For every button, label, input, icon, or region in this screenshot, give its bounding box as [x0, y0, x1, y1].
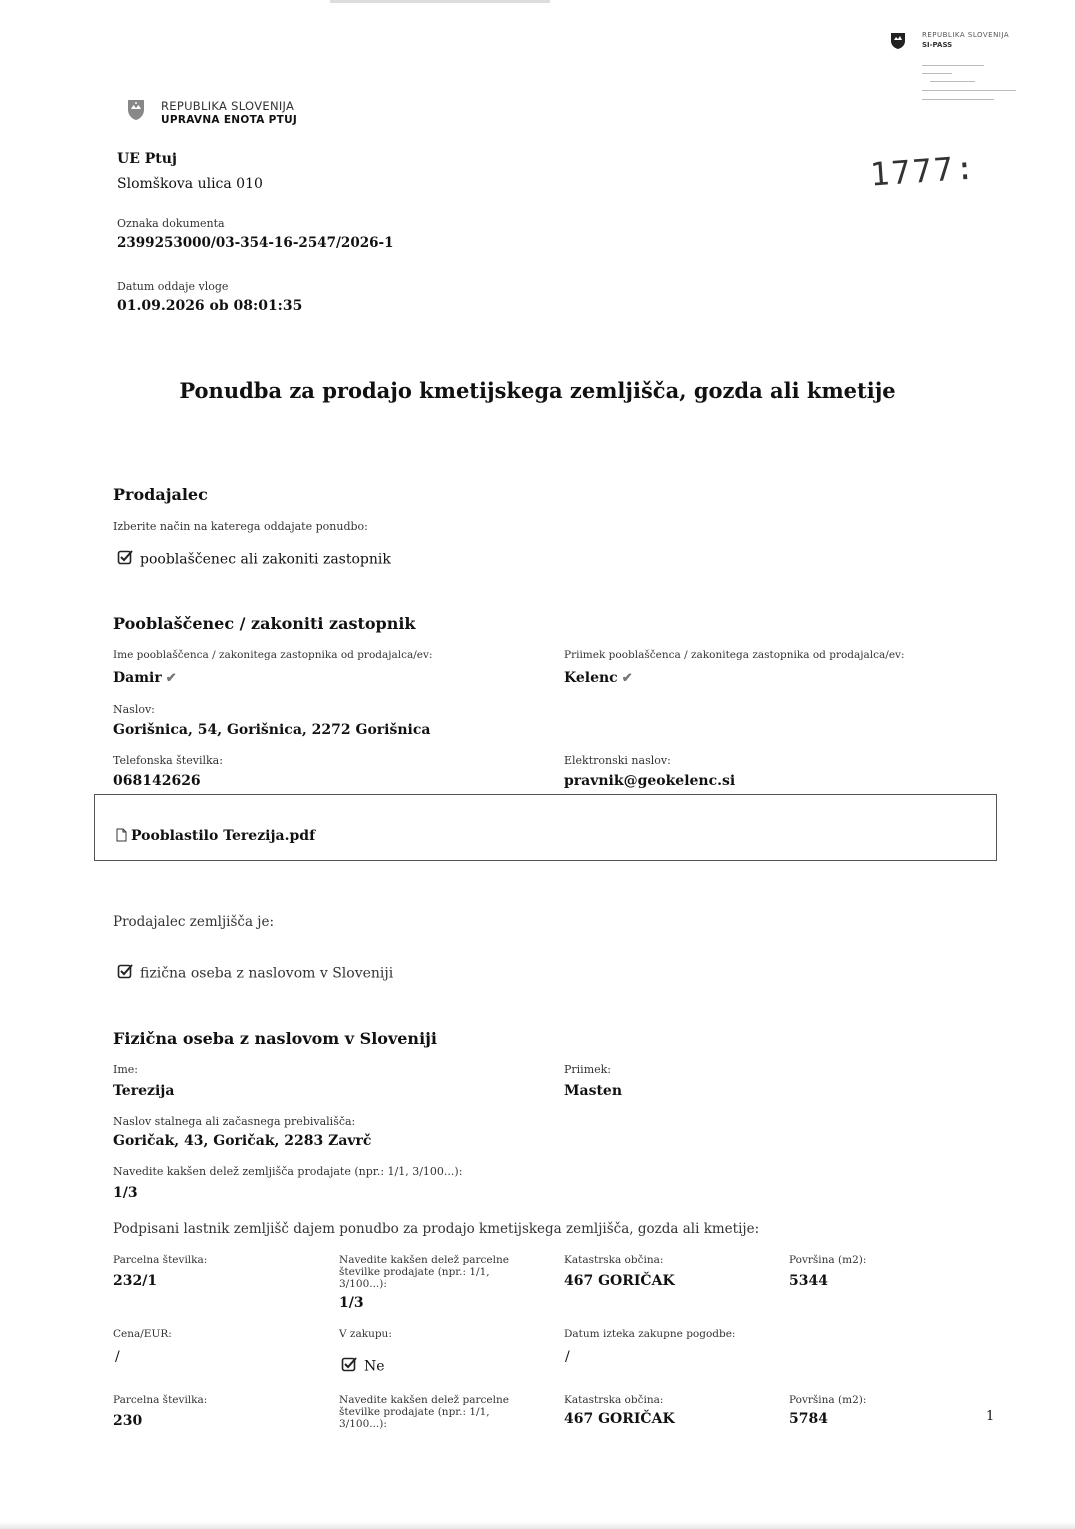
stamp-text-line	[922, 90, 1016, 91]
verified-check-icon: ✔	[165, 671, 177, 686]
person-first-name-label: Ime:	[113, 1063, 138, 1076]
document-mark-label: Oznaka dokumenta	[117, 217, 225, 230]
representative-heading: Pooblaščenec / zakoniti zastopnik	[113, 614, 416, 633]
document-title: Ponudba za prodajo kmetijskega zemljišča, gozda ali kmetije	[179, 378, 896, 403]
recipient-name: UE Ptuj	[117, 151, 177, 167]
rep-phone-label: Telefonska številka:	[113, 754, 223, 767]
person-address-label: Naslov stalnega ali začasnega prebivališča:	[113, 1115, 356, 1128]
person-last-name-label: Priimek:	[564, 1063, 612, 1076]
rep-email-label: Elektronski naslov:	[564, 754, 671, 767]
republika-slovenija-crest-icon	[126, 98, 146, 126]
header-upravna-enota: UPRAVNA ENOTA PTUJ	[161, 114, 298, 126]
stamp-text-line	[930, 81, 975, 82]
checkbox-checked-icon	[117, 549, 134, 570]
scan-artifact	[330, 0, 550, 3]
lease-value	[341, 1356, 385, 1377]
person-last-name: Masten	[564, 1083, 623, 1099]
rep-last-name	[564, 670, 633, 686]
handwritten-number: 1777:	[868, 148, 978, 194]
lease-value-text: Ne	[364, 1358, 385, 1375]
submission-date-value: 01.09.2026 ob 08:01:35	[117, 298, 303, 314]
checkbox-checked-icon	[341, 1356, 358, 1377]
seller-type-choice	[117, 963, 393, 984]
seller-type-label: Prodajalec zemljišča je:	[113, 914, 275, 930]
attachment-name: Pooblastilo Terezija.pdf	[131, 828, 316, 844]
lease-label: V zakupu:	[339, 1328, 392, 1340]
cadastre-label: Katastrska občina:	[564, 1394, 664, 1406]
rep-phone: 068142626	[113, 773, 201, 789]
stamp-text-line	[922, 65, 984, 66]
area-value: 5344	[789, 1273, 828, 1289]
si-pass-crest-icon	[890, 32, 906, 54]
parcel-number: 230	[113, 1413, 143, 1429]
si-pass-line1: REPUBLIKA SLOVENIJA	[922, 31, 1010, 39]
price-label: Cena/EUR:	[113, 1328, 172, 1340]
scan-edge	[0, 1522, 1075, 1529]
rep-address-label: Naslov:	[113, 703, 155, 716]
rep-last-name-text: Kelenc	[564, 670, 618, 686]
rep-last-name-label: Priimek pooblaščenca / zakonitega zastopnika od prodajalca/ev:	[564, 649, 905, 661]
recipient-address: Slomškova ulica 010	[117, 176, 263, 192]
rep-address: Gorišnica, 54, Gorišnica, 2272 Gorišnica	[113, 722, 431, 738]
offer-statement: Podpisani lastnik zemljišč dajem ponudbo za prodajo kmetijskega zemljišča, gozda ali kmetije:	[113, 1221, 760, 1237]
area-value: 5784	[789, 1411, 828, 1427]
checkbox-checked-icon	[117, 963, 134, 984]
document-mark-value: 2399253000/03-354-16-2547/2026-1	[117, 235, 394, 251]
person-first-name: Terezija	[113, 1083, 175, 1099]
rep-first-name-label: Ime pooblaščenca / zakonitega zastopnika od prodajalca/ev:	[113, 649, 433, 661]
person-share-label: Navedite kakšen delež zemljišča prodajate (npr.: 1/1, 3/100...):	[113, 1165, 463, 1178]
seller-choose-label: Izberite način na katerega oddajate ponudbo:	[113, 520, 368, 533]
cadastre-value: 467 GORIČAK	[564, 1273, 675, 1289]
file-icon	[116, 828, 127, 846]
lease-end-value: /	[565, 1349, 570, 1365]
parcel-share-label: Navedite kakšen delež parcelne številke prodajate (npr.: 1/1, 3/100...):	[339, 1254, 509, 1290]
rep-first-name	[113, 670, 177, 686]
page-number: 1	[986, 1409, 995, 1424]
cadastre-value: 467 GORIČAK	[564, 1411, 675, 1427]
rep-first-name-text: Damir	[113, 670, 162, 686]
seller-choice	[117, 549, 391, 570]
area-label: Površina (m2):	[789, 1394, 867, 1406]
lease-end-label: Datum izteka zakupne pogodbe:	[564, 1328, 736, 1340]
seller-type-choice-text: fizična oseba z naslovom v Sloveniji	[140, 965, 394, 982]
parcel-share: 1/3	[339, 1295, 364, 1311]
verified-check-icon: ✔	[621, 671, 633, 686]
submission-date-label: Datum oddaje vloge	[117, 280, 229, 293]
cadastre-label: Katastrska občina:	[564, 1254, 664, 1266]
si-pass-line2: SI-PASS	[922, 41, 953, 49]
header-republika: REPUBLIKA SLOVENIJA	[161, 99, 295, 113]
seller-choice-text: pooblaščenec ali zakoniti zastopnik	[140, 551, 391, 568]
person-heading: Fizična oseba z naslovom v Sloveniji	[113, 1029, 438, 1048]
person-share: 1/3	[113, 1185, 138, 1201]
price-value: /	[115, 1349, 120, 1365]
parcel-share-label: Navedite kakšen delež parcelne številke prodajate (npr.: 1/1, 3/100...):	[339, 1394, 509, 1430]
area-label: Površina (m2):	[789, 1254, 867, 1266]
person-address: Goričak, 43, Goričak, 2283 Zavrč	[113, 1133, 372, 1149]
stamp-text-line	[922, 99, 994, 100]
stamp-text-line	[922, 73, 952, 74]
seller-heading: Prodajalec	[113, 485, 208, 504]
attachment-link[interactable]	[116, 828, 315, 846]
parcel-number-label: Parcelna številka:	[113, 1254, 208, 1266]
rep-email: pravnik@geokelenc.si	[564, 773, 736, 789]
parcel-number: 232/1	[113, 1273, 158, 1289]
parcel-number-label: Parcelna številka:	[113, 1394, 208, 1406]
